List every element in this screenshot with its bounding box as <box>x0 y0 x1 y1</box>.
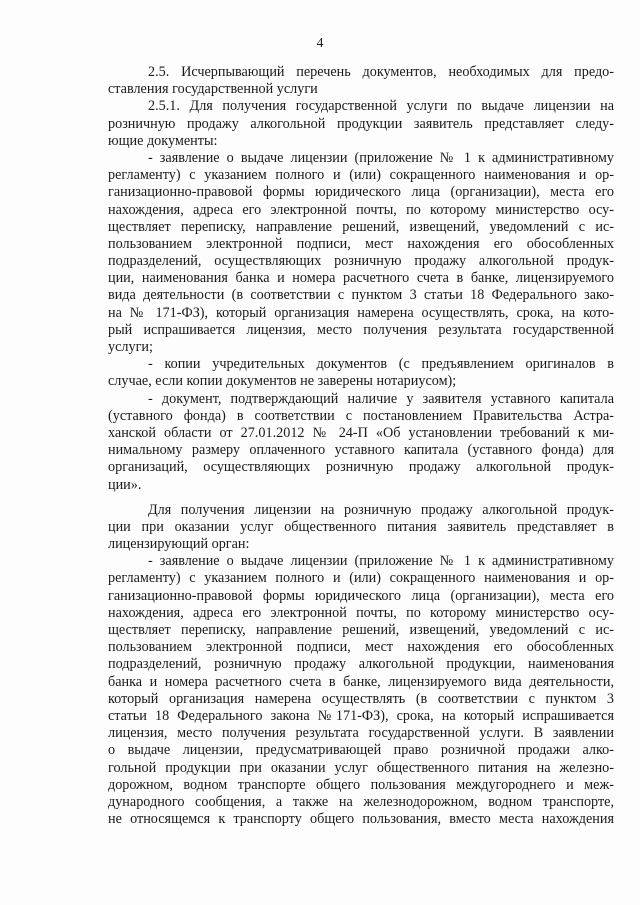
list-item-line: нимальному размеру оплаченного уставного капитала (уставного фонда) для <box>108 442 614 459</box>
paragraph-line: ющие документы: <box>108 132 218 149</box>
list-item-line: ганизационно-правовой формы юридического лица (организации), места его <box>108 587 614 604</box>
list-item-line: не относящемся к транспорту общего пользования, вместо места нахождения <box>108 811 614 828</box>
list-item-line: (уставного фонда) в соответствии с постановлением Правительства Астра- <box>108 407 614 424</box>
list-item-line: случае, если копии документов не заверены нотариусом); <box>108 373 457 390</box>
list-item-line: ции, наименования банка и номера расчетного счета в банке, лицензируемого <box>108 270 614 287</box>
list-item-line: ханской области от 27.01.2012 № 24-П «Об установлении требований к ми- <box>108 424 614 441</box>
list-item-line: рый испрашивается лицензия, место получения результата государственной <box>108 321 614 338</box>
list-item-line: - заявление о выдаче лицензии (приложение № 1 к административному <box>148 149 614 166</box>
paragraph-line: 2.5.1. Для получения государственной услуги по выдаче лицензии на <box>148 98 614 115</box>
list-item-line: - документ, подтверждающий наличие у заявителя уставного капитала <box>148 390 614 407</box>
list-item-line: - копии учредительных документов (с предъявлением оригиналов в <box>148 356 614 373</box>
list-item-line: нахождения, адреса его электронной почты, по которому министерство осу- <box>108 604 614 621</box>
list-item-line: регламенту) с указанием полного и (или) сокращенного наименования и ор- <box>108 570 614 587</box>
list-item-line: статьи 18 Федерального закона №171-ФЗ), срока, на который испрашивается <box>108 707 614 724</box>
list-item-line: о выдаче лицензии, предусматривающей право розничной продажи алко- <box>108 742 614 759</box>
list-item-line: подразделений, розничную продажу алкогольной продукции, наименования <box>108 656 614 673</box>
section-heading-line-2: ставления государственной услуги <box>108 81 318 98</box>
paragraph-gap <box>108 494 614 502</box>
list-item-line: ции». <box>108 476 142 493</box>
list-item-line: пользованием электронной подписи, мест нахождения его обособленных <box>108 639 614 656</box>
paragraph-line: розничную продажу алкогольной продукции заявитель представляет следу- <box>108 115 614 132</box>
list-item-line: - заявление о выдаче лицензии (приложение № 1 к административному <box>148 553 614 570</box>
document-body <box>108 64 614 828</box>
list-item-line: лицензия, место получения результата государственной услуги. В заявлении <box>108 725 614 742</box>
list-item-line: на № 171-ФЗ), который организация намерена осуществлять, срока, на кото- <box>108 304 614 321</box>
list-item-line: услуги; <box>108 339 153 355</box>
list-item-line: пользованием электронной подписи, мест нахождения его обособленных <box>108 235 614 252</box>
list-item-line: банка и номера расчетного счета в банке, лицензируемого вида деятельности, <box>108 673 614 690</box>
paragraph-line: лицензирующий орган: <box>108 536 250 553</box>
list-item-line: организаций, осуществляющих розничную продажу алкогольной продук- <box>108 459 614 476</box>
list-item-line: вида деятельности (в соответствии с пунктом 3 статьи 18 Федерального зако- <box>108 287 614 304</box>
list-item-line: дународного сообщения, а также на железнодорожном, водном транспорте, <box>108 793 614 810</box>
list-item-line: гольной продукции при оказании услуг общественного питания на железно- <box>108 759 614 776</box>
list-item-line: подразделений, осуществляющих розничную продажу алкогольной продук- <box>108 253 614 270</box>
list-item-line: регламенту) с указанием полного и (или) сокращенного наименования и ор- <box>108 167 614 184</box>
list-item-line: ществляет переписку, направление решений, извещений, уведомлений с ис- <box>108 622 614 638</box>
paragraph-line: ции при оказании услуг общественного питания заявитель представляет в <box>108 518 614 535</box>
list-item-line: который организация намерена осуществлять (в соответствии с пунктом 3 <box>108 690 614 707</box>
list-item-line: ганизационно-правовой формы юридического лица (организации), места его <box>108 184 614 201</box>
page-number: 4 <box>316 35 324 50</box>
paragraph-line: Для получения лицензии на розничную продажу алкогольной продук- <box>148 501 614 518</box>
list-item-line: дорожном, водном транспорте общего пользования междугороднего и меж- <box>108 776 614 793</box>
list-item-line: нахождения, адреса его электронной почты, по которому министерство осу- <box>108 201 614 218</box>
list-item-line: ществляет переписку, направление решений, извещений, уведомлений с ис- <box>108 218 614 235</box>
section-heading-line-1: 2.5. Исчерпывающий перечень документов, необходимых для предо- <box>148 64 614 80</box>
